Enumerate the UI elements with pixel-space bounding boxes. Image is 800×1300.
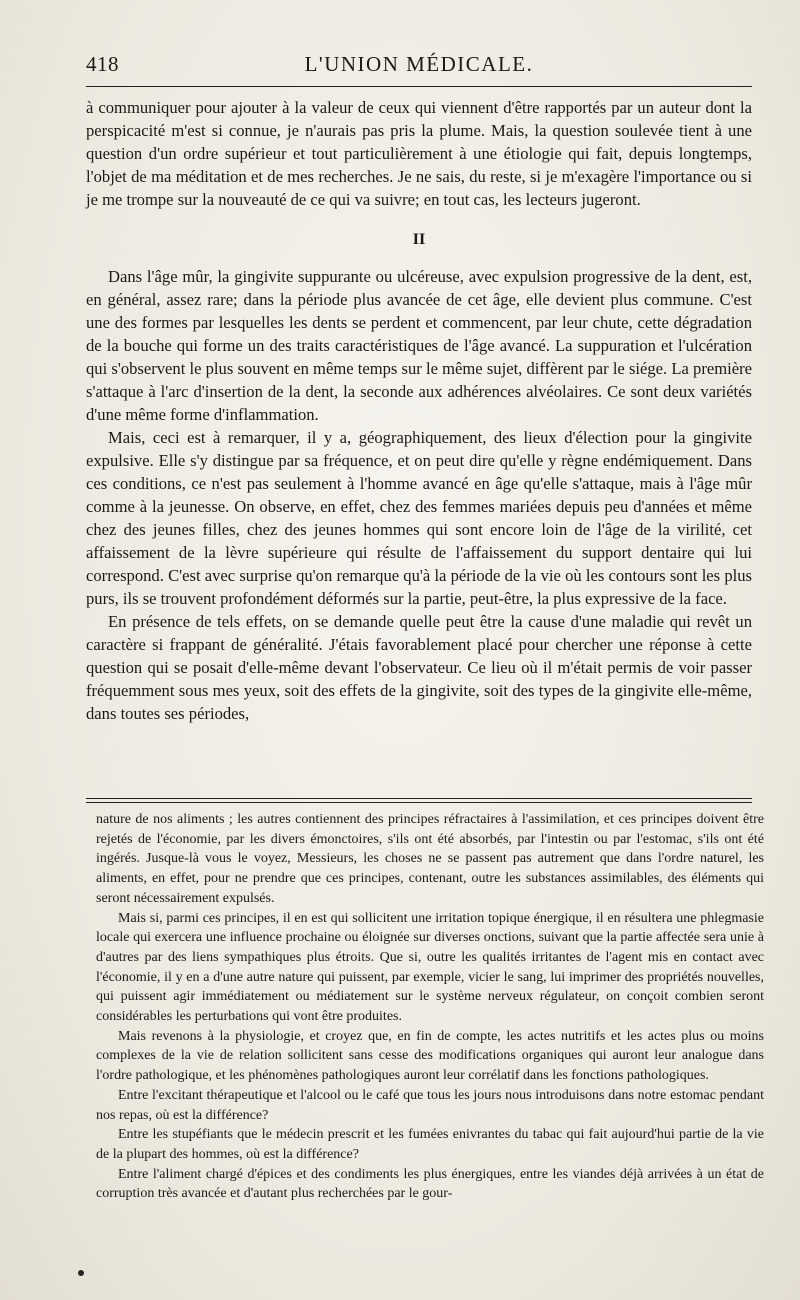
footnote-paragraph: Entre l'aliment chargé d'épices et des condiments les plus énergiques, entre les viandes déjà arrivées à un état de corruption très avancée et d'autant plus recherchées par le gour- (96, 1166, 764, 1202)
page-header (86, 50, 752, 84)
intro-paragraph: à communiquer pour ajouter à la valeur de ceux qui viennent d'être rapportés par un auteur dont la perspicacité m'est si connue, je n'aurais pas pris la plume. Mais, la question soulevée tient à une question d'un ordre supérieur et tout particulièrement à une étiologie qui fait, depuis longtemps, l'objet de ma méditation et de mes recherches. Je ne sais, du reste, si je m'exagère l'importance ou si je me trompe sur la nouveauté de ce qui va suivre; en tout cas, les lecteurs jugeront. (86, 98, 752, 209)
footnote-paragraph: Entre l'excitant thérapeutique et l'alcool ou le café que tous les jours nous introduisons dans notre estomac pendant nos repas, où est la différence? (96, 1087, 764, 1123)
main-text (86, 96, 752, 725)
footnote-paragraph: nature de nos aliments ; les autres contiennent des principes réfractaires à l'assimilation, et ces principes doivent être rejetés de l'économie, par les divers émonctoires, s'ils ont été absorbés, par l'intestin ou par l'estomac, s'ils ont été ingérés. Jusque-là vous le voyez, Messieurs, les choses ne se passent pas autrement que dans l'ordre naturel, les aliments, en effet, pour ne prendre que ces principes, contenant, outre les substances assimilables, des éléments qui seront nécessairement expulsés. (96, 812, 764, 906)
footnote-paragraph: Entre les stupéfiants que le médecin prescrit et les fumées enivrantes du tabac qui fait aujourd'hui partie de la vie de la plupart des hommes, où est la différence? (96, 1127, 764, 1162)
page-number: 418 (86, 52, 119, 76)
header-rule (86, 86, 752, 87)
footnote-text (96, 810, 764, 1204)
body-paragraph: Mais, ceci est à remarquer, il y a, géographiquement, des lieux d'élection pour la gingivite expulsive. Elle s'y distingue par sa fréquence, et on peut dire qu'elle y règne endémiquement. Dans ces conditions, ce n'est pas seulement à l'homme avancé en âge qu'elle s'attaque, mais à l'âge mûr comme à la jeunesse. On observe, en effet, chez des femmes mariées depuis peu d'années et même chez des jeunes filles, chez des jeunes hommes qui sont encore loin de l'âge de la virilité, cet affaissement de la lèvre supérieure qui résulte de l'affaissement du support dentaire qui lui correspond. C'est avec surprise qu'on remarque qu'à la période de la vie où les contours sont les plus purs, ils se trouvent profondément déformés sur la partie, peut-être, la plus expressive de la face. (86, 428, 752, 608)
section-numeral: II (412, 231, 426, 248)
footnote-paragraph: Mais si, parmi ces principes, il en est qui sollicitent une irritation topique énergique, il en résultera une phlegmasie locale qui exercera une influence prochaine ou éloignée sur diverses onctions, suivant que la partie affectée sera unie à d'autres par des liens sympathiques plus étroits. Que si, outre les qualités irritantes de l'agent mis en contact avec l'économie, il y en a d'une autre nature qui puissent, par exemple, vicier le sang, lui imprimer des propriétés nouvelles, qui puissent agir immédiatement ou médiatement sur le système nerveux régulateur, on conçoit combien seront considérables les perturbations qui vont être produites. (96, 910, 764, 1025)
body-paragraph: En présence de tels effets, on se demande quelle peut être la cause d'une maladie qui revêt un caractère si frappant de généralité. J'étais favorablement placé pour chercher une réponse à cette question qui se posait d'elle-même devant l'observateur. Ce lieu où il m'était permis de voir passer fréquemment sous mes yeux, soit des effets de la gingivite, soit des types de la gingivite elle-même, dans toutes ses périodes, (86, 612, 752, 723)
body-paragraph: Dans l'âge mûr, la gingivite suppurante ou ulcéreuse, avec expulsion progressive de la dent, est, en général, assez rare; dans la période plus avancée de cet âge, elle devient plus commune. C'est une des formes par lesquelles les dents se perdent et commencent, par leur chute, cette dégradation de la bouche qui forme un des traits caractéristiques de l'âge avancé. La suppuration et l'ulcération qui s'observent le plus souvent en même temps sur le même sujet, diffèrent par le siége. La première s'attaque à l'arc d'insertion de la dent, la seconde aux adhérences alvéolaires. Ce sont deux variétés d'une même forme d'inflammation. (86, 267, 752, 424)
footnote-paragraph: Mais revenons à la physiologie, et croyez que, en fin de compte, les actes nutritifs et les actes plus ou moins complexes de la vie de relation sollicitent sans cesse des modifications organiques qui auront leur analogue dans l'ordre pathologique, et les phénomènes pathologiques auront leur corrélatif dans les fonctions pathologiques. (96, 1028, 764, 1084)
footnote-divider (86, 798, 752, 803)
running-title: L'UNION MÉDICALE. (304, 52, 534, 76)
ink-dot (78, 1270, 84, 1276)
